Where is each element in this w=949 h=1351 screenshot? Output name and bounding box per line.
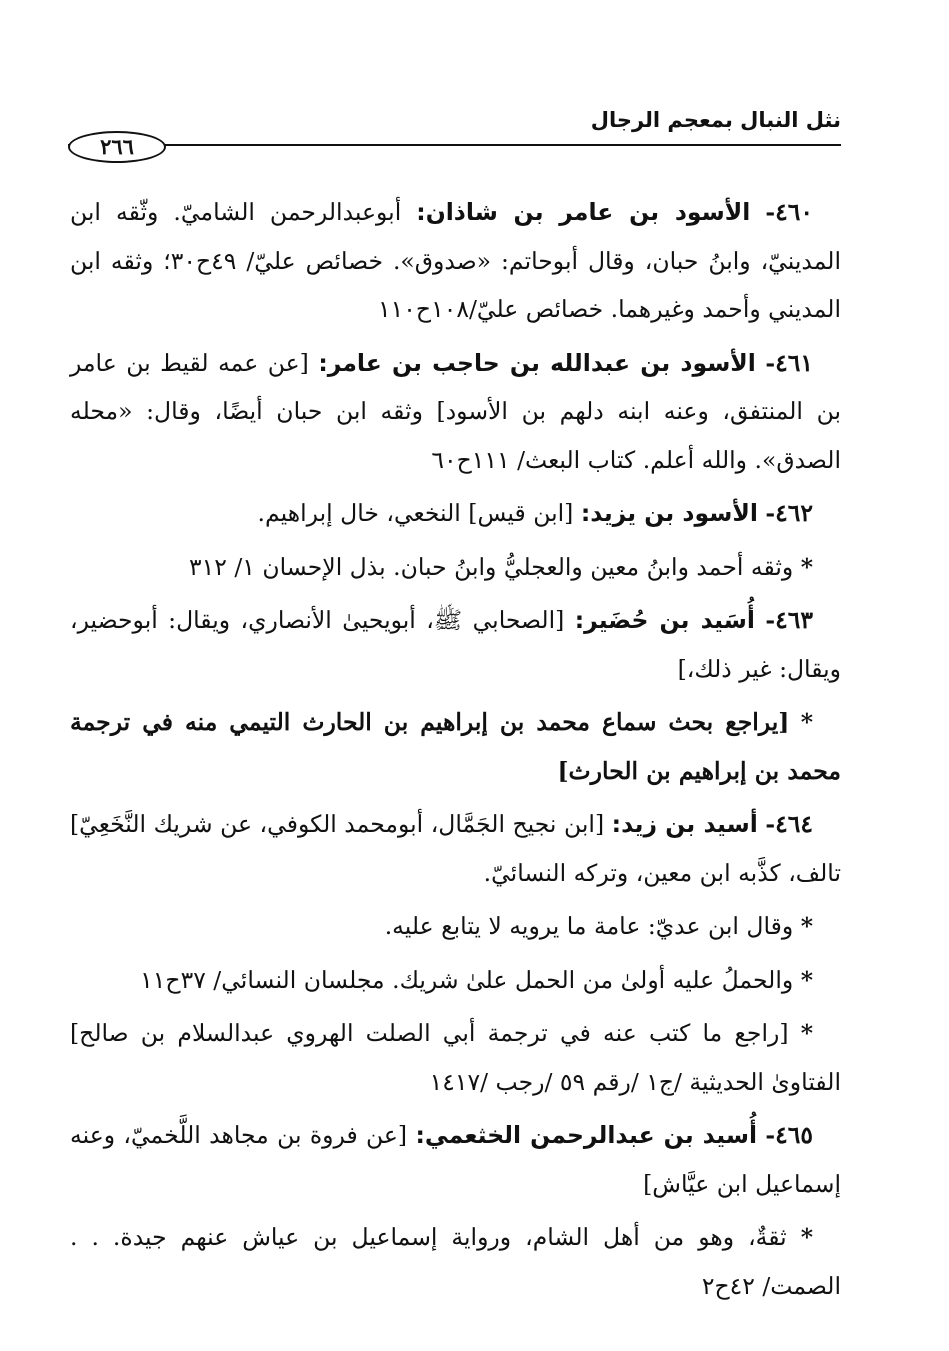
entry-name: الأسود بن يزيد: (580, 499, 758, 527)
entry-460 (70, 188, 841, 334)
page-body (70, 188, 841, 1315)
entry-text: [ابن قيس] النخعي، خال إبراهيم. (257, 499, 574, 527)
entry-463 (70, 596, 841, 693)
note-paragraph (70, 698, 841, 795)
entry-number: ٤٦١- (765, 348, 813, 377)
entry-name: أُسَيد بن حُضَير: (574, 606, 755, 634)
note-paragraph (70, 956, 841, 1005)
entry-text: [الصحابي ﷺ، أبويحيىٰ الأنصاري، ويقال: أبوحضير، ويقال: غير ذلك،] (70, 606, 841, 683)
entry-text: [ابن نجيح الجَمَّال، أبومحمد الكوفي، عن شريك النَّخَعِيّ] تالف، كذَّبه ابن معين، وتركه النسائيّ. (70, 810, 841, 887)
entry-464 (70, 800, 841, 897)
entry-number: ٤٦٣- (765, 606, 813, 634)
note-text: وقال ابن عديّ: عامة ما يرويه لا يتابع عليه. (384, 912, 794, 940)
entry-name: الأسود بن عبدالله بن حاجب بن عامر: (318, 348, 756, 377)
note-paragraph (70, 902, 841, 951)
entry-number: ٤٦٤- (765, 810, 813, 838)
entry-number: ٤٦٢- (765, 499, 813, 527)
header-rule (68, 144, 841, 146)
entry-number: ٤٦٠- (765, 198, 813, 226)
entry-name: أسيد بن زيد: (611, 810, 758, 838)
entry-name: أُسيد بن عبدالرحمن الخثعمي: (415, 1121, 758, 1149)
running-title: نثل النبال بمعجم الرجال (590, 108, 841, 132)
entry-465 (70, 1111, 841, 1208)
note-paragraph (70, 543, 841, 592)
star-marker: * (800, 708, 813, 736)
note-paragraph (70, 1213, 841, 1310)
entry-name: الأسود بن عامر بن شاذان: (416, 198, 751, 226)
star-marker: * (800, 1019, 813, 1047)
star-marker: * (800, 552, 813, 581)
entry-462 (70, 489, 841, 538)
note-text: [يراجع بحث سماع محمد بن إبراهيم بن الحارث التيمي منه في ترجمة محمد بن إبراهيم بن الحارث] (70, 708, 841, 785)
entry-461 (70, 339, 841, 485)
entry-text: أبوعبدالرحمن الشاميّ. وثّقه ابن المدينيّ، وابنُ حبان، وقال أبوحاتم: «صدوق». خصائص عليّ/ ٤٩ح٣٠؛ وثقه ابن المديني وأحمد وغيرهما. خصائص عليّ/١٠٨ح١١٠ (70, 198, 841, 323)
page-header (68, 108, 841, 178)
note-text: ثقةٌ، وهو من أهل الشام، ورواية إسماعيل بن عياش عنهم جيدة. . . الصمت/ ٤٢ح٢ (70, 1223, 841, 1300)
entry-number: ٤٦٥- (765, 1121, 813, 1149)
entry-text: [عن فروة بن مجاهد اللَّخميّ، وعنه إسماعيل ابن عيَّاش] (70, 1121, 841, 1198)
note-text: والحملُ عليه أولىٰ من الحمل علىٰ شريك. مجلسان النسائي/ ٣٧ح١١ (140, 965, 794, 994)
star-marker: * (800, 965, 813, 994)
page-number: ٢٦٦ (68, 131, 166, 163)
note-text: [راجع ما كتب عنه في ترجمة أبي الصلت الهروي عبدالسلام بن صالح] الفتاوىٰ الحديثية /ج١ /رقم ٥٩ /رجب /١٤١٧ (70, 1019, 841, 1096)
entry-text: [عن عمه لقيط بن عامر بن المنتفق، وعنه ابنه دلهم بن الأسود] وثقه ابن حبان أيضًا، وقال: «محله الصدق». والله أعلم. كتاب البعث/ ١١١ح٦٠ (70, 348, 841, 474)
note-paragraph (70, 1009, 841, 1106)
star-marker: * (800, 912, 813, 940)
star-marker: * (800, 1223, 813, 1251)
note-text: وثقه أحمد وابنُ معين والعجليُّ وابنُ حبان. بذل الإحسان ١/ ٣١٢ (189, 552, 794, 581)
